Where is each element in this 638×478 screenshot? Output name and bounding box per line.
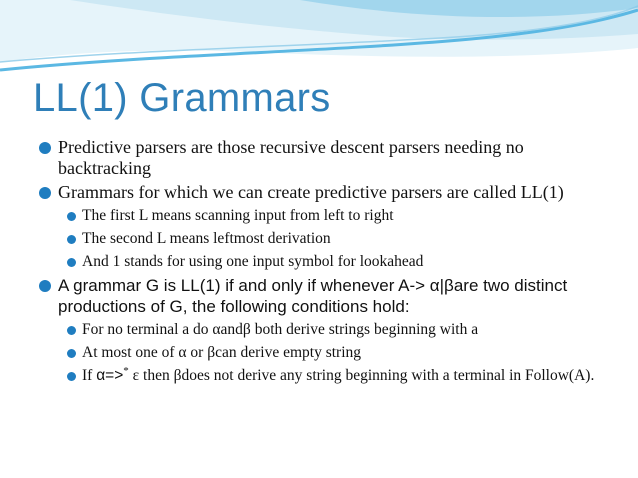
sub-bullet-item — [36, 320, 606, 340]
bullet-item — [36, 182, 606, 203]
sub-bullet-item — [36, 366, 606, 386]
bullet-item — [36, 275, 606, 317]
slide-title: LL(1) Grammars — [33, 76, 331, 120]
sub-bullet-item — [36, 252, 606, 272]
bullet-dot-icon — [39, 280, 51, 292]
bullet-dot-icon — [67, 212, 76, 221]
bullet-text: Predictive parsers are those recursive descent parsers needing no backtracking — [58, 137, 524, 178]
sub-bullet-item — [36, 206, 606, 226]
sub-bullet-prefix: If — [82, 367, 97, 384]
sub-bullet-item — [36, 229, 606, 249]
derives-arrow: => — [105, 367, 124, 384]
sub-bullet-text: For no terminal a do αandβ both derive strings beginning with a — [82, 321, 479, 338]
star-superscript: * — [123, 364, 129, 377]
bullet-list — [36, 137, 606, 389]
alpha-symbol: α — [96, 367, 106, 384]
bullet-dot-icon — [39, 142, 51, 154]
sub-bullet-text: The second L means leftmost derivation — [82, 230, 331, 247]
sub-bullet-text: The first L means scanning input from left to right — [82, 207, 394, 224]
bullet-item — [36, 137, 606, 179]
sub-bullet-text: And 1 stands for using one input symbol for lookahead — [82, 253, 424, 270]
bullet-dot-icon — [67, 372, 76, 381]
bullet-dot-icon — [67, 258, 76, 267]
bullet-dot-icon — [67, 349, 76, 358]
bullet-dot-icon — [67, 235, 76, 244]
sub-bullet-text: At most one of α or βcan derive empty string — [82, 344, 362, 361]
bullet-dot-icon — [39, 187, 51, 199]
sub-bullet-text: ε then βdoes not derive any string beginning with a terminal in Follow(A). — [128, 367, 595, 384]
header-swoosh-decoration — [0, 0, 638, 80]
bullet-text: Grammars for which we can create predictive parsers are called LL(1) — [58, 182, 564, 202]
bullet-dot-icon — [67, 326, 76, 335]
bullet-text: A grammar G is LL(1) if and only if whenever A-> α|βare two distinct productions of G, the following conditions hold: — [58, 276, 568, 316]
sub-bullet-item — [36, 343, 606, 363]
